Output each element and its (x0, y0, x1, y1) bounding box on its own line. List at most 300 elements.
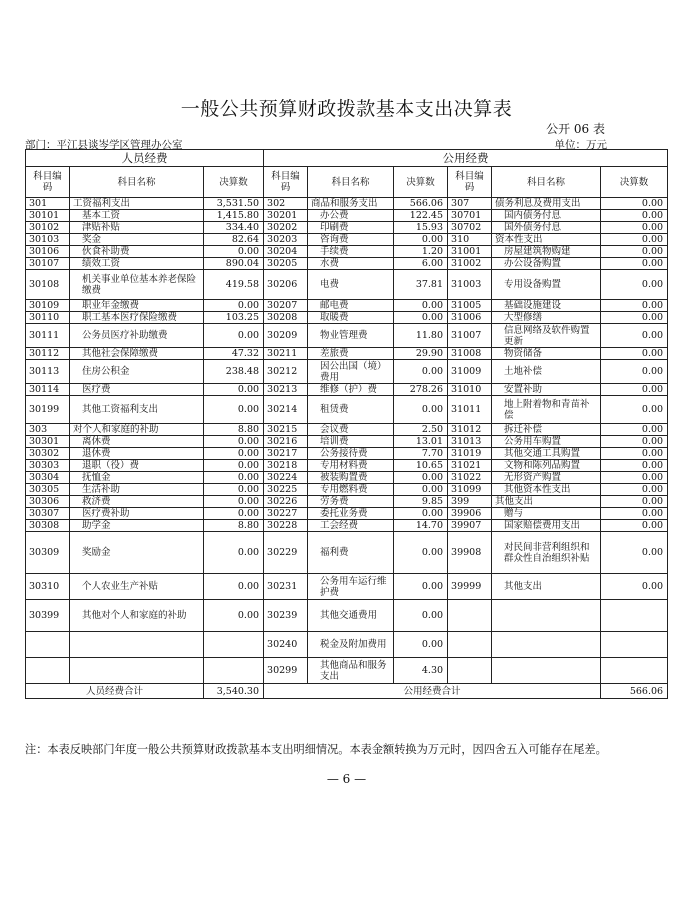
cell-amount: 0.00 (394, 632, 448, 658)
table-row (26, 396, 668, 424)
page-number: — 6 — (326, 772, 367, 786)
cell-code: 30110 (26, 312, 70, 324)
cell-amount: 0.00 (394, 312, 448, 324)
table-row (26, 258, 668, 270)
page-title: 一般公共预算财政拨款基本支出决算表 (180, 98, 513, 120)
cell-amount: 0.00 (204, 460, 264, 472)
cell-code: 30204 (264, 246, 308, 258)
cell-code: 30208 (264, 312, 308, 324)
cell-name: 委托业务费 (308, 508, 394, 520)
cell-name: 债务利息及费用支出 (492, 198, 601, 210)
cell-code (448, 632, 492, 658)
cell-amount: 11.80 (394, 324, 448, 348)
cell-amount: 15.93 (394, 222, 448, 234)
table-row (26, 210, 668, 222)
cell-name: 赠与 (492, 508, 601, 520)
department-label: 部门：平江县谈岑学区管理办公室 (25, 139, 183, 151)
section-public: 公用经费 (264, 150, 668, 167)
cell-name: 物业管理费 (308, 324, 394, 348)
table-row (26, 460, 668, 472)
cell-amount: 0.00 (204, 436, 264, 448)
cell-code: 30299 (264, 658, 308, 684)
cell-name: 公务接待费 (308, 448, 394, 460)
cell-amount (601, 600, 668, 632)
cell-code: 30201 (264, 210, 308, 222)
cell-code: 31007 (448, 324, 492, 348)
cell-code: 30701 (448, 210, 492, 222)
table-row (26, 198, 668, 210)
table-row (26, 658, 668, 684)
column-header-row (26, 167, 668, 198)
cell-name: 安置补助 (492, 384, 601, 396)
cell-amount: 0.00 (601, 258, 668, 270)
cell-amount: 0.00 (204, 574, 264, 600)
cell-amount: 37.81 (394, 270, 448, 300)
cell-amount (601, 632, 668, 658)
cell-amount: 82.64 (204, 234, 264, 246)
cell-code: 31010 (448, 384, 492, 396)
col-name: 科目名称 (492, 167, 601, 198)
cell-code: 30202 (264, 222, 308, 234)
cell-code: 39907 (448, 520, 492, 532)
cell-amount: 0.00 (204, 484, 264, 496)
cell-code: 30228 (264, 520, 308, 532)
cell-name: 救济费 (70, 496, 204, 508)
cell-code: 30206 (264, 270, 308, 300)
cell-amount: 0.00 (394, 234, 448, 246)
table-row (26, 222, 668, 234)
cell-amount: 0.00 (394, 508, 448, 520)
cell-name: 物资储备 (492, 348, 601, 360)
cell-name: 医疗费补助 (70, 508, 204, 520)
table-row (26, 436, 668, 448)
cell-code: 31013 (448, 436, 492, 448)
table-row (26, 324, 668, 348)
cell-amount: 0.00 (394, 396, 448, 424)
cell-code: 30112 (26, 348, 70, 360)
cell-amount: 0.00 (394, 484, 448, 496)
cell-code: 30225 (264, 484, 308, 496)
cell-code: 30209 (264, 324, 308, 348)
cell-name: 资本性支出 (492, 234, 601, 246)
cell-amount: 0.00 (601, 324, 668, 348)
cell-code: 31006 (448, 312, 492, 324)
cell-code (448, 658, 492, 684)
cell-amount: 0.00 (601, 234, 668, 246)
cell-code: 30216 (264, 436, 308, 448)
table-row (26, 448, 668, 460)
cell-code: 30240 (264, 632, 308, 658)
cell-name: 其他交通工具购置 (492, 448, 601, 460)
cell-code: 31003 (448, 270, 492, 300)
cell-name: 文物和陈列品购置 (492, 460, 601, 472)
col-amount: 决算数 (601, 167, 668, 198)
public-total-value: 566.06 (601, 684, 668, 699)
cell-code: 30307 (26, 508, 70, 520)
cell-amount: 0.00 (601, 246, 668, 258)
cell-code: 39999 (448, 574, 492, 600)
cell-amount: 0.00 (601, 396, 668, 424)
cell-name: 退职（役）费 (70, 460, 204, 472)
cell-name: 对民间非营利组织和群众性自治组织补贴 (492, 532, 601, 574)
cell-amount: 10.65 (394, 460, 448, 472)
cell-code: 31009 (448, 360, 492, 384)
cell-amount: 103.25 (204, 312, 264, 324)
cell-amount: 0.00 (601, 448, 668, 460)
cell-code: 39906 (448, 508, 492, 520)
cell-code: 30108 (26, 270, 70, 300)
table-row (26, 532, 668, 574)
cell-code: 30107 (26, 258, 70, 270)
cell-name: 手续费 (308, 246, 394, 258)
cell-name: 其他支出 (492, 496, 601, 508)
cell-name: 其他支出 (492, 574, 601, 600)
cell-name: 其他商品和服务支出 (308, 658, 394, 684)
cell-code: 31011 (448, 396, 492, 424)
table-row (26, 234, 668, 246)
personnel-total-value: 3,540.30 (204, 684, 264, 699)
cell-name: 被装购置费 (308, 472, 394, 484)
cell-name: 咨询费 (308, 234, 394, 246)
cell-amount: 0.00 (394, 574, 448, 600)
cell-code: 307 (448, 198, 492, 210)
cell-code (448, 600, 492, 632)
cell-amount: 8.80 (204, 424, 264, 436)
cell-name: 专用设备购置 (492, 270, 601, 300)
cell-name: 奖励金 (70, 532, 204, 574)
cell-name: 对个人和家庭的补助 (70, 424, 204, 436)
cell-code: 30103 (26, 234, 70, 246)
cell-amount: 0.00 (601, 222, 668, 234)
cell-code: 30199 (26, 396, 70, 424)
table-row (26, 300, 668, 312)
cell-code: 301 (26, 198, 70, 210)
cell-name: 专用燃料费 (308, 484, 394, 496)
table-row (26, 484, 668, 496)
cell-code: 39908 (448, 532, 492, 574)
cell-code: 30302 (26, 448, 70, 460)
cell-amount: 238.48 (204, 360, 264, 384)
col-amount: 决算数 (204, 167, 264, 198)
cell-name: 基础设施建设 (492, 300, 601, 312)
cell-code: 30303 (26, 460, 70, 472)
cell-code: 30224 (264, 472, 308, 484)
cell-name: 土地补偿 (492, 360, 601, 384)
cell-code: 30239 (264, 600, 308, 632)
cell-amount: 334.40 (204, 222, 264, 234)
cell-name: 办公设备购置 (492, 258, 601, 270)
cell-name: 公务用车运行维护费 (308, 574, 394, 600)
cell-code: 30203 (264, 234, 308, 246)
cell-name: 税金及附加费用 (308, 632, 394, 658)
cell-amount (601, 658, 668, 684)
cell-name: 其他社会保障缴费 (70, 348, 204, 360)
cell-code: 30205 (264, 258, 308, 270)
cell-name (70, 632, 204, 658)
cell-name: 国内债务付息 (492, 210, 601, 222)
cell-name: 电费 (308, 270, 394, 300)
cell-name: 工资福利支出 (70, 198, 204, 210)
cell-name: 基本工资 (70, 210, 204, 222)
expenditure-table (25, 149, 668, 699)
table-row (26, 632, 668, 658)
cell-name: 大型修缮 (492, 312, 601, 324)
cell-amount: 0.00 (394, 360, 448, 384)
cell-name (492, 600, 601, 632)
cell-code: 31005 (448, 300, 492, 312)
cell-name: 租赁费 (308, 396, 394, 424)
cell-amount: 419.58 (204, 270, 264, 300)
cell-amount: 0.00 (394, 600, 448, 632)
cell-amount: 0.00 (601, 210, 668, 222)
cell-name: 取暖费 (308, 312, 394, 324)
cell-name: 公务用车购置 (492, 436, 601, 448)
table-row (26, 574, 668, 600)
cell-code: 31008 (448, 348, 492, 360)
cell-code: 31012 (448, 424, 492, 436)
cell-name: 培训费 (308, 436, 394, 448)
cell-name: 专用材料费 (308, 460, 394, 472)
cell-amount: 0.00 (204, 300, 264, 312)
cell-code: 30215 (264, 424, 308, 436)
cell-amount: 0.00 (601, 436, 668, 448)
cell-code: 30211 (264, 348, 308, 360)
table-row (26, 424, 668, 436)
cell-amount: 3,531.50 (204, 198, 264, 210)
cell-amount: 0.00 (601, 300, 668, 312)
cell-name: 个人农业生产补贴 (70, 574, 204, 600)
cell-amount: 14.70 (394, 520, 448, 532)
cell-amount: 0.00 (601, 198, 668, 210)
cell-amount (204, 632, 264, 658)
cell-amount: 0.00 (204, 384, 264, 396)
cell-name: 机关事业单位基本养老保险缴费 (70, 270, 204, 300)
cell-code: 303 (26, 424, 70, 436)
cell-amount: 2.50 (394, 424, 448, 436)
cell-code: 30207 (264, 300, 308, 312)
cell-name: 其他交通费用 (308, 600, 394, 632)
cell-code: 30218 (264, 460, 308, 472)
cell-amount: 1.20 (394, 246, 448, 258)
cell-name: 退休费 (70, 448, 204, 460)
cell-name: 维修（护）费 (308, 384, 394, 396)
cell-code: 31022 (448, 472, 492, 484)
cell-code: 30111 (26, 324, 70, 348)
cell-amount: 0.00 (204, 532, 264, 574)
cell-name: 抚恤金 (70, 472, 204, 484)
table-row (26, 270, 668, 300)
cell-amount: 890.04 (204, 258, 264, 270)
col-code: 科目编码 (264, 167, 308, 198)
cell-name: 国外债务付息 (492, 222, 601, 234)
table-row (26, 360, 668, 384)
cell-code: 31001 (448, 246, 492, 258)
cell-code: 399 (448, 496, 492, 508)
cell-code: 30106 (26, 246, 70, 258)
cell-amount: 0.00 (204, 324, 264, 348)
cell-amount: 1,415.80 (204, 210, 264, 222)
personnel-total-label: 人员经费合计 (26, 684, 204, 699)
cell-amount: 0.00 (204, 496, 264, 508)
cell-name: 商品和服务支出 (308, 198, 394, 210)
cell-code: 30109 (26, 300, 70, 312)
cell-code: 302 (264, 198, 308, 210)
cell-amount: 278.26 (394, 384, 448, 396)
cell-name (492, 632, 601, 658)
cell-code: 31099 (448, 484, 492, 496)
cell-code: 30301 (26, 436, 70, 448)
section-personnel: 人员经费 (26, 150, 264, 167)
cell-name: 印刷费 (308, 222, 394, 234)
cell-code: 30702 (448, 222, 492, 234)
cell-name: 其他资本性支出 (492, 484, 601, 496)
cell-amount: 6.00 (394, 258, 448, 270)
table-row (26, 472, 668, 484)
cell-name: 津贴补贴 (70, 222, 204, 234)
cell-name: 其他工资福利支出 (70, 396, 204, 424)
cell-amount: 9.85 (394, 496, 448, 508)
cell-code (26, 632, 70, 658)
cell-name: 会议费 (308, 424, 394, 436)
section-header-row (26, 150, 668, 167)
cell-amount: 29.90 (394, 348, 448, 360)
cell-name: 生活补助 (70, 484, 204, 496)
cell-name: 劳务费 (308, 496, 394, 508)
cell-amount: 8.80 (204, 520, 264, 532)
cell-name: 其他对个人和家庭的补助 (70, 600, 204, 632)
cell-name: 公务员医疗补助缴费 (70, 324, 204, 348)
cell-code: 30227 (264, 508, 308, 520)
table-row (26, 496, 668, 508)
cell-name: 无形资产购置 (492, 472, 601, 484)
cell-amount (204, 658, 264, 684)
cell-name: 水费 (308, 258, 394, 270)
cell-amount: 0.00 (601, 360, 668, 384)
cell-amount: 0.00 (204, 396, 264, 424)
cell-code: 30308 (26, 520, 70, 532)
cell-name: 办公费 (308, 210, 394, 222)
cell-amount: 0.00 (601, 520, 668, 532)
cell-name: 福利费 (308, 532, 394, 574)
cell-code: 30113 (26, 360, 70, 384)
cell-name: 差旅费 (308, 348, 394, 360)
cell-code: 30217 (264, 448, 308, 460)
cell-code: 30213 (264, 384, 308, 396)
cell-amount: 0.00 (204, 508, 264, 520)
table-row (26, 600, 668, 632)
cell-amount: 0.00 (204, 600, 264, 632)
col-code: 科目编码 (26, 167, 70, 198)
cell-name: 住房公积金 (70, 360, 204, 384)
totals-row (26, 684, 668, 699)
cell-name: 助学金 (70, 520, 204, 532)
cell-name: 职工基本医疗保险缴费 (70, 312, 204, 324)
cell-code (26, 658, 70, 684)
cell-code: 30214 (264, 396, 308, 424)
cell-amount: 0.00 (204, 472, 264, 484)
cell-code: 31021 (448, 460, 492, 472)
unit-label: 单位：万元 (554, 139, 607, 151)
col-name: 科目名称 (308, 167, 394, 198)
cell-code: 30305 (26, 484, 70, 496)
cell-amount: 0.00 (601, 312, 668, 324)
cell-amount: 122.45 (394, 210, 448, 222)
form-code: 公开 06 表 (546, 122, 605, 136)
cell-code: 30399 (26, 600, 70, 632)
cell-name: 国家赔偿费用支出 (492, 520, 601, 532)
cell-amount: 47.32 (204, 348, 264, 360)
col-code: 科目编码 (448, 167, 492, 198)
cell-name: 奖金 (70, 234, 204, 246)
cell-amount: 0.00 (601, 270, 668, 300)
cell-amount: 4.30 (394, 658, 448, 684)
cell-code: 30231 (264, 574, 308, 600)
table-row (26, 508, 668, 520)
cell-name: 离休费 (70, 436, 204, 448)
table-row (26, 348, 668, 360)
cell-name: 绩效工资 (70, 258, 204, 270)
cell-name: 医疗费 (70, 384, 204, 396)
cell-amount: 0.00 (204, 246, 264, 258)
cell-name: 工会经费 (308, 520, 394, 532)
cell-amount: 566.06 (394, 198, 448, 210)
cell-code: 30310 (26, 574, 70, 600)
cell-amount: 0.00 (601, 508, 668, 520)
cell-code: 30309 (26, 532, 70, 574)
cell-code: 30304 (26, 472, 70, 484)
cell-amount: 0.00 (394, 532, 448, 574)
cell-amount: 0.00 (394, 472, 448, 484)
cell-name: 房屋建筑物购建 (492, 246, 601, 258)
cell-amount: 0.00 (601, 460, 668, 472)
cell-name (492, 658, 601, 684)
public-total-label: 公用经费合计 (264, 684, 601, 699)
table-row (26, 520, 668, 532)
cell-code: 30229 (264, 532, 308, 574)
cell-name: 信息网络及软件购置更新 (492, 324, 601, 348)
table-row (26, 384, 668, 396)
cell-amount: 0.00 (601, 496, 668, 508)
cell-amount: 0.00 (601, 472, 668, 484)
cell-name: 邮电费 (308, 300, 394, 312)
cell-code: 31019 (448, 448, 492, 460)
cell-name: 因公出国（境）费用 (308, 360, 394, 384)
table-row (26, 312, 668, 324)
cell-code: 30212 (264, 360, 308, 384)
cell-code: 30101 (26, 210, 70, 222)
cell-amount: 0.00 (394, 300, 448, 312)
cell-amount: 0.00 (204, 448, 264, 460)
cell-code: 31002 (448, 258, 492, 270)
cell-code: 30114 (26, 384, 70, 396)
cell-amount: 0.00 (601, 484, 668, 496)
col-name: 科目名称 (70, 167, 204, 198)
cell-amount: 0.00 (601, 532, 668, 574)
cell-amount: 0.00 (601, 424, 668, 436)
cell-code: 310 (448, 234, 492, 246)
cell-name (70, 658, 204, 684)
table-row (26, 246, 668, 258)
cell-code: 30226 (264, 496, 308, 508)
cell-amount: 0.00 (601, 384, 668, 396)
cell-amount: 0.00 (601, 574, 668, 600)
cell-amount: 13.01 (394, 436, 448, 448)
footnote: 注：本表反映部门年度一般公共预算财政拨款基本支出明细情况。本表金额转换为万元时，因四舍五入可能存在尾差。 (25, 743, 607, 756)
cell-code: 30306 (26, 496, 70, 508)
cell-amount: 7.70 (394, 448, 448, 460)
cell-amount: 0.00 (601, 348, 668, 360)
col-amount: 决算数 (394, 167, 448, 198)
